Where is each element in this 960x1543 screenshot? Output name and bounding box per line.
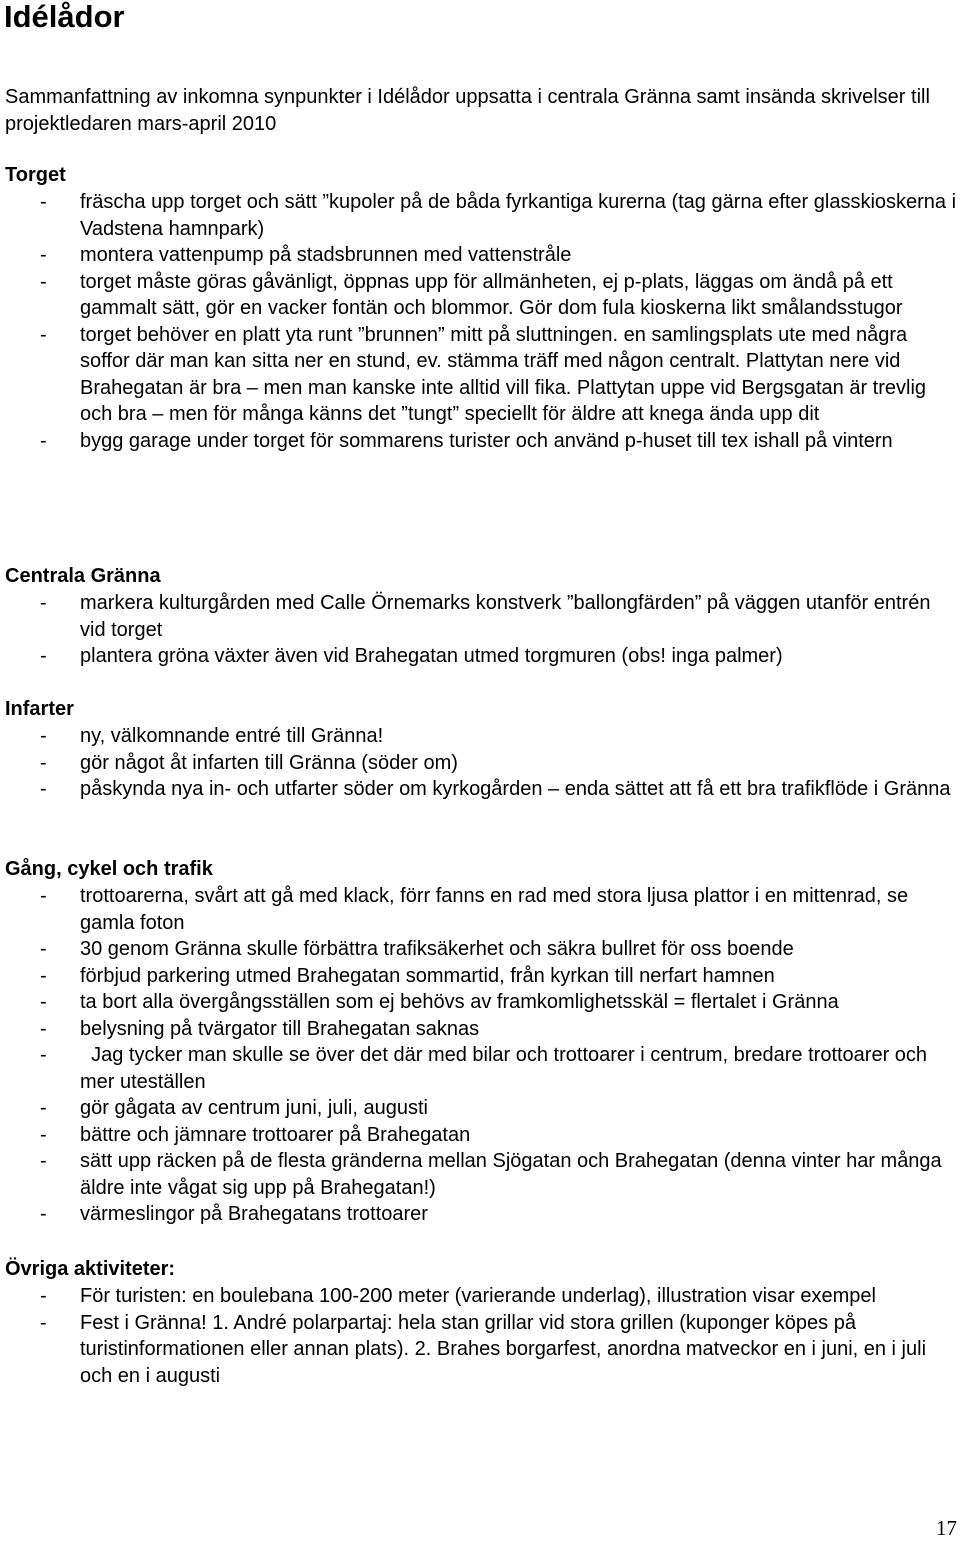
list-item: - trottoarerna, svårt att gå med klack, förr fanns en rad med stora ljusa plattor i en mittenrad, se gamla foton [5, 883, 960, 936]
section-centrala-granna [5, 563, 960, 670]
list-item: - värmeslingor på Brahegatans trottoarer [5, 1201, 960, 1228]
list-item: - Fest i Gränna! 1. André polarpartaj: hela stan grillar vid stora grillen (kuponger köpes på turistinformationen eller annan plats). 2. Brahes borgarfest, anordna matveckor en i juni, en i juli och en i augusti [5, 1310, 960, 1390]
item-list [5, 883, 960, 1228]
list-item: - fräscha upp torget och sätt ”kupoler på de båda fyrkantiga kurerna (tag gärna efter glasskioskerna i Vadstena hamnpark) [5, 189, 960, 242]
section-heading: Gång, cykel och trafik [5, 858, 213, 880]
list-item: - plantera gröna växter även vid Brahegatan utmed torgmuren (obs! inga palmer) [5, 643, 960, 670]
list-item: - 30 genom Gränna skulle förbättra trafiksäkerhet och säkra bullret för oss boende [5, 936, 960, 963]
list-item: - gör gågata av centrum juni, juli, augusti [5, 1095, 960, 1122]
section-heading: Övriga aktiviteter: [5, 1258, 176, 1280]
page-title: Idélådor [4, 0, 125, 34]
list-item: - bygg garage under torget för sommarens turister och använd p-huset till tex ishall på vintern [5, 428, 960, 455]
section-torget [5, 162, 960, 454]
list-item: - Jag tycker man skulle se över det där med bilar och trottoarer i centrum, bredare trottoarer och mer uteställen [5, 1042, 960, 1095]
section-heading: Centrala Gränna [5, 565, 161, 587]
section-heading: Infarter [5, 698, 74, 720]
list-item: - ta bort alla övergångsställen som ej behövs av framkomlighetsskäl = flertalet i Gränna [5, 989, 960, 1016]
page-number: 17 [936, 1516, 957, 1540]
item-list [5, 723, 960, 803]
item-list [5, 1283, 960, 1389]
list-item: - bättre och jämnare trottoarer på Brahegatan [5, 1122, 960, 1149]
list-item: - gör något åt infarten till Gränna (söder om) [5, 750, 960, 777]
list-item: - markera kulturgården med Calle Örnemarks konstverk ”ballongfärden” på väggen utanför entrén vid torget [5, 590, 960, 643]
list-item: - torget måste göras gåvänligt, öppnas upp för allmänheten, ej p-plats, läggas om ändå på ett gammalt sätt, gör en vacker fontän och blommor. Gör dom fula kioskerna likt smålandsstugor [5, 269, 960, 322]
list-item: - ny, välkomnande entré till Gränna! [5, 723, 960, 750]
section-ovriga-aktiviteter [5, 1256, 960, 1389]
list-item: - förbjud parkering utmed Brahegatan sommartid, från kyrkan till nerfart hamnen [5, 963, 960, 990]
list-item: - belysning på tvärgator till Brahegatan saknas [5, 1016, 960, 1043]
item-list [5, 590, 960, 670]
section-heading: Torget [5, 164, 66, 186]
list-item: - sätt upp räcken på de flesta gränderna mellan Sjögatan och Brahegatan (denna vinter har många äldre inte vågat sig upp på Brahegatan!) [5, 1148, 960, 1201]
section-gang-cykel-trafik [5, 856, 960, 1228]
summary-paragraph: Sammanfattning av inkomna synpunkter i Idélådor uppsatta i centrala Gränna samt insända skrivelser till projektledaren mars-april 2010 [5, 86, 930, 135]
list-item: - torget behöver en platt yta runt ”brunnen” mitt på sluttningen. en samlingsplats ute med några soffor där man kan sitta ner en stund, ev. stämma träff med någon centralt. Plattytan nere vid Brahegatan är bra – men man kanske inte alltid vill fika. Plattytan uppe vid Bergsgatan är trevlig och bra – men för många känns det ”tungt” speciellt för äldre att knega ända upp dit [5, 322, 960, 428]
item-list [5, 189, 960, 454]
list-item: - montera vattenpump på stadsbrunnen med vattenstråle [5, 242, 960, 269]
list-item: - För turisten: en boulebana 100-200 meter (varierande underlag), illustration visar exempel [5, 1283, 960, 1310]
section-infarter [5, 696, 960, 803]
list-item: - påskynda nya in- och utfarter söder om kyrkogården – enda sättet att få ett bra trafikflöde i Gränna [5, 776, 960, 803]
